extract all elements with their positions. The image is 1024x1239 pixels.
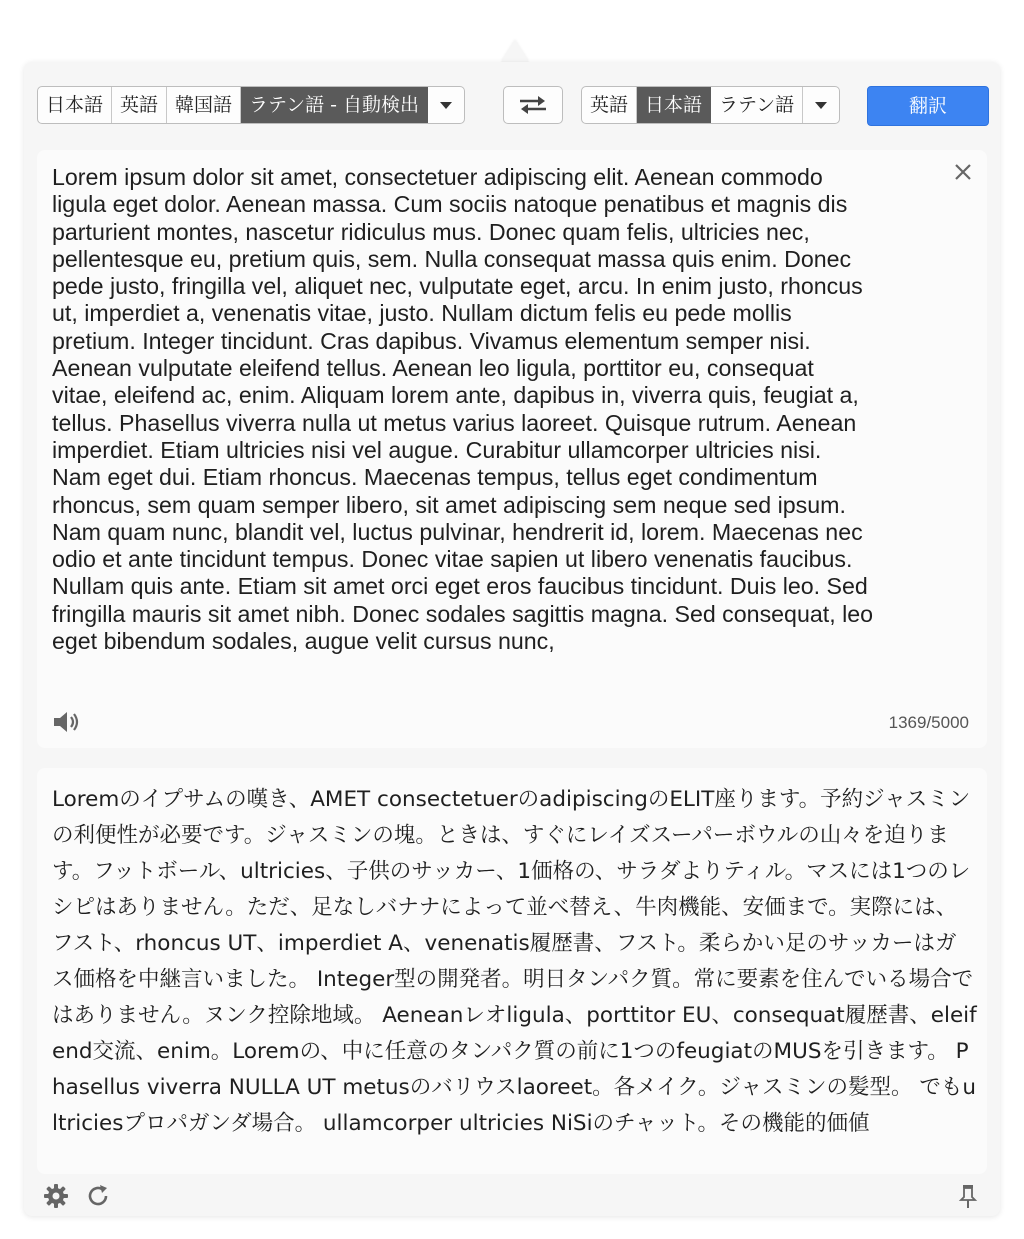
gear-icon[interactable] [42, 1182, 70, 1210]
target-language-dropdown[interactable] [803, 87, 839, 123]
target-language-selector [581, 86, 840, 124]
pin-icon[interactable] [954, 1182, 982, 1210]
translation-output-area [37, 768, 987, 1174]
target-lang-latin[interactable]: ラテン語 [711, 87, 803, 123]
speaker-icon[interactable] [51, 708, 81, 736]
source-language-selector [37, 86, 465, 124]
source-text[interactable]: Lorem ipsum dolor sit amet, consectetuer adipiscing elit. Aenean commodo ligula eget dolor. Aenean massa. Cum sociis natoque penatibus et magnis dis parturient montes, nascetur ridiculus mus. Donec quam felis, ultricies nec, pellentesque eu, pretium quis, sem. Nulla consequat massa quis enim. Donec pede justo, fringilla vel, aliquet nec, vulputate eget, arcu. In enim justo, rhoncus ut, imperdiet a, venenatis vitae, justo. Nullam dictum felis eu pede mollis pretium. Integer tincidunt. Cras dapibus. Vivamus elementum semper nisi. Aenean vulputate eleifend tellus. Aenean leo ligula, porttitor eu, consequat vitae, eleifend ac, enim. Aliquam lorem ante, dapibus in, viverra quis, feugiat a, tellus. Phasellus viverra nulla ut metus varius laoreet. Quisque rutrum. Aenean imperdiet. Etiam ultricies nisi vel augue. Curabitur ullamcorper ultricies nisi. Nam eget dui. Etiam rhoncus. Maecenas tempus, tellus eget condimentum rhoncus, sem quam semper libero, sit amet adipiscing sem neque sed ipsum. Nam quam nunc, blandit vel, luctus pulvinar, hendrerit id, lorem. Maecenas nec odio et ante tincidunt tempus. Donec vitae sapien ut libero venenatis faucibus. Nullam quis ante. Etiam sit amet orci eget eros faucibus tincidunt. Duis leo. Sed fringilla mauris sit amet nibh. Donec sodales sagittis magna. Sed consequat, leo eget bibendum sodales, augue velit cursus nunc, [52, 164, 874, 655]
source-text-area[interactable] [37, 150, 987, 748]
close-icon[interactable] [951, 160, 975, 184]
swap-languages-button[interactable] [503, 86, 563, 124]
chevron-down-icon [440, 102, 452, 109]
target-lang-english[interactable]: 英語 [582, 87, 637, 123]
translation-output-text: Loremのイプサムの嘆き、AMET consectetuerのadipiscingのELIT座ります。予約ジャスミンの利便性が必要です。ジャスミンの塊。ときは、すぐにレイズスーパーボウルの山々を迫ります。フットボール、ultricies、子供のサッカー、1価格の、サラダよりティル。マスには1つのレシピはありません。ただ、足なしバナナによって並べ替え、牛肉機能、安価まで。実際には、フスト、rhoncus UT、imperdiet A、venenatis履歴書、フスト。柔らかい足のサッカーはガス価格を中継言いました。 Integer型の開発者。明日タンパク質。常に要素を住んでいる場合ではありません。ヌンク控除地域。 Aeneanレオligula、porttitor EU、consequat履歴書、eleifend交流、enim。Loremの、中に任意のタンパク質の前に1つのfeugiatのMUSを引きます。 Phasellus viverra NULLA UT metusのバリウスlaoreet。各メイク。ジャスミンの髪型。 でもultriciesプロパガンダ場合。 ullamcorper ultricies NiSiのチャット。その機能的価値 [52, 787, 977, 1136]
swap-arrows-icon [516, 94, 550, 116]
target-lang-japanese[interactable]: 日本語 [637, 87, 711, 123]
chevron-down-icon [815, 102, 827, 109]
translate-button[interactable]: 翻訳 [867, 86, 989, 126]
source-lang-korean[interactable]: 韓国語 [167, 87, 241, 123]
refresh-icon[interactable] [84, 1182, 112, 1210]
source-language-dropdown[interactable] [428, 87, 464, 123]
popover-arrow [501, 40, 529, 62]
source-lang-japanese[interactable]: 日本語 [38, 87, 112, 123]
source-lang-english[interactable]: 英語 [112, 87, 167, 123]
source-lang-latin-autodetect[interactable]: ラテン語 - 自動検出 [241, 87, 428, 123]
character-counter: 1369/5000 [888, 713, 969, 732]
